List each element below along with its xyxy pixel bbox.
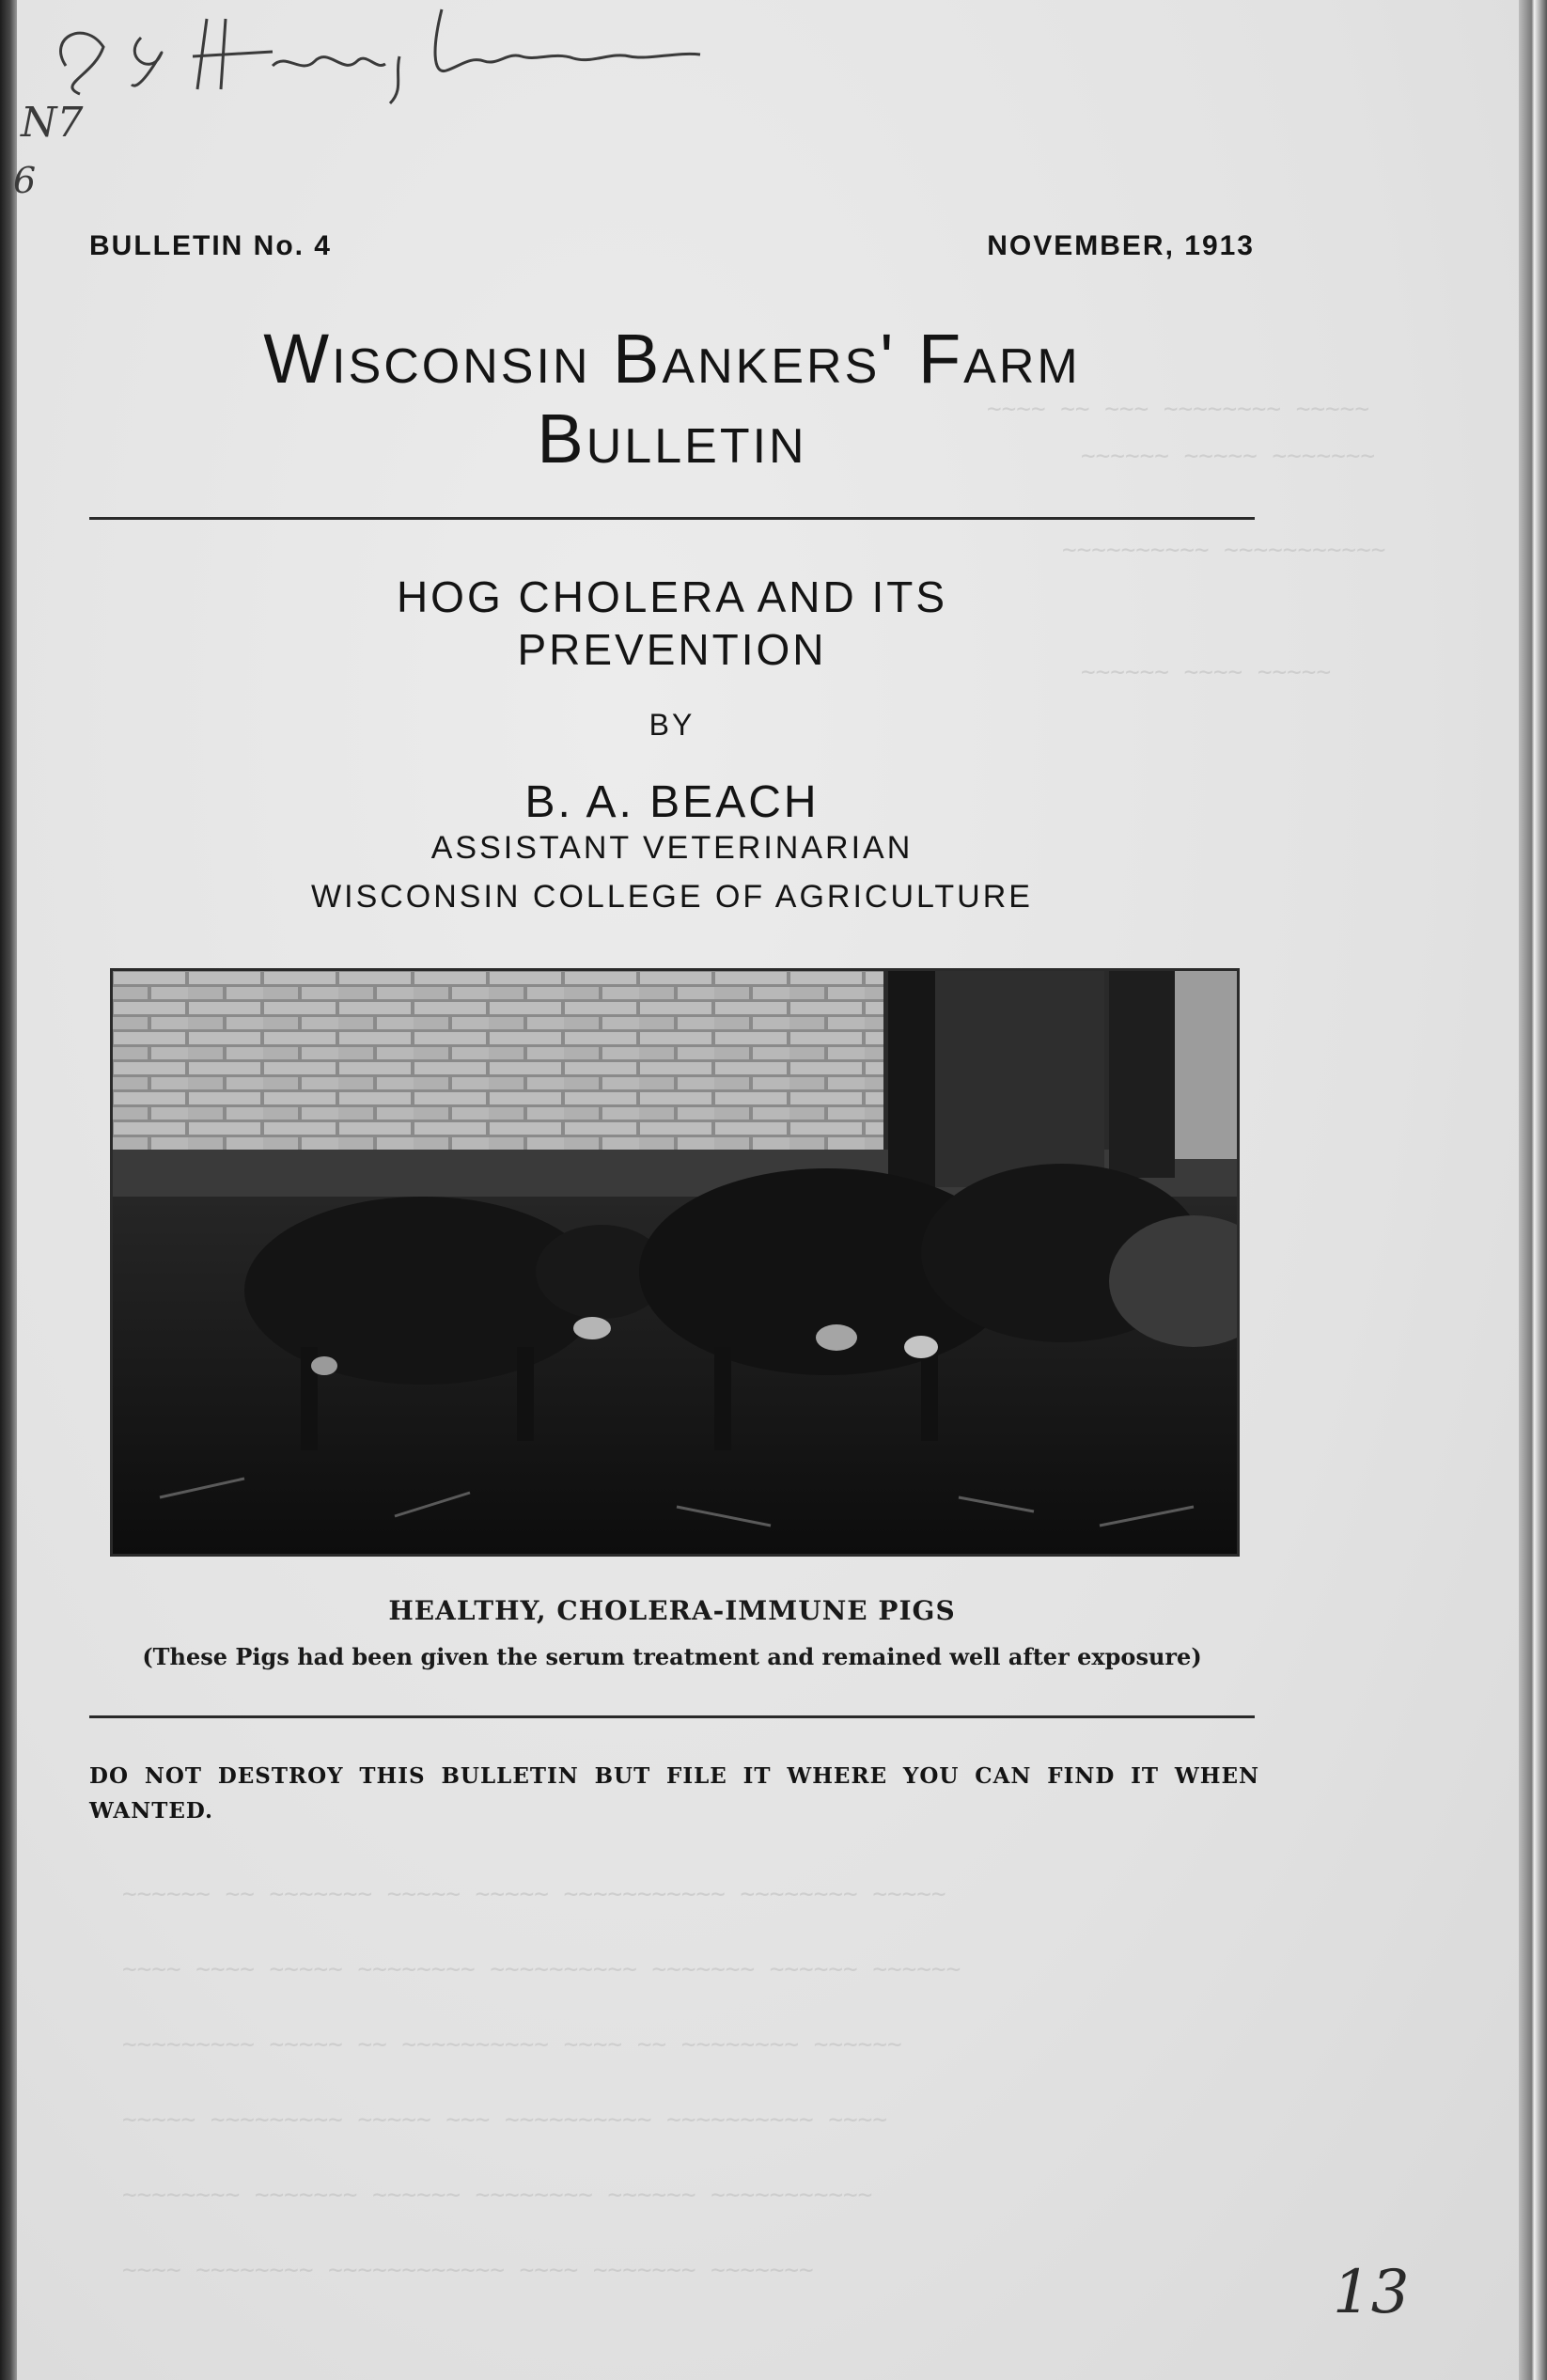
page-right-edge [1519,0,1547,2380]
main-title-line1: Wisconsin Bankers' Farm [263,320,1081,398]
photo-caption: HEALTHY, CHOLERA-IMMUNE PIGS [388,1595,956,1626]
page-number: 13 [1333,2258,1410,2327]
bleed-through-text: ~~~~~~ ~~ ~~~~~~~ ~~~~~ ~~~~~ ~~~~~~~~~~~ ~~~~~~~~ ~~~~~ [122,1880,946,1908]
divider-rule [89,1715,1255,1718]
byline-label: BY [648,708,695,742]
bleed-through-text: ~~~~ ~~~~ ~~~~~ ~~~~~~~~ ~~~~~~~~~~ ~~~~~~~ ~~~~~~ ~~~~~~ [122,1955,961,1983]
photo-illustration [113,971,1237,1554]
photo-subcaption: (These Pigs had been given the serum treatment and remained well after exposure) [142,1643,1202,1670]
subtitle-line1: HOG CHOLERA AND ITS [396,572,948,621]
photograph-pigs [110,968,1240,1557]
author-position: ASSISTANT VETERINARIAN [430,830,914,866]
bleed-through-text: ~~~~~~ ~~~~ ~~~~~ [1081,658,1332,686]
bleed-through-text: ~~~~~ ~~~~~~~~~ ~~~~~ ~~~ ~~~~~~~~~~ ~~~~~~~~~~ ~~~~ [122,2106,887,2134]
handwritten-signature [28,0,705,150]
filing-notice: DO NOT DESTROY THIS BULLETIN BUT FILE IT WHERE YOU CAN FIND IT WHEN WANTED. [89,1763,1259,1824]
bleed-through-text: ~~~~~~~~ ~~~~~~~ ~~~~~~ ~~~~~~~~ ~~~~~~ ~~~~~~~~~~~ [122,2181,873,2209]
author-name: B. A. BEACH [524,777,820,827]
bleed-through-text: ~~~~~~~~~ ~~~~~ ~~ ~~~~~~~~~~ ~~~~ ~~ ~~~~~~~~ ~~~~~~ [122,2030,902,2059]
margin-note-top: N7 [21,99,84,147]
signature-scribble [28,0,705,113]
main-title-line2: Bulletin [537,399,807,478]
bleed-through-text: ~~~~~~~~~~ ~~~~~~~~~~~ [1062,536,1386,564]
bulletin-header [89,230,1255,277]
bleed-through-text: ~~~~ ~~ ~~~ ~~~~~~~~ ~~~~~ [987,395,1369,423]
divider-rule [89,517,1255,520]
bleed-through-text: ~~~~~~ ~~~~~ ~~~~~~~ [1081,442,1376,470]
page-left-edge [0,0,17,2380]
author-institution: WISCONSIN COLLEGE OF AGRICULTURE [311,879,1033,915]
bulletin-date: NOVEMBER, 1913 [987,230,1255,261]
margin-note-bottom: 6 [13,160,37,201]
subtitle-line2: PREVENTION [517,625,827,674]
bleed-through-text: ~~~~ ~~~~~~~~ ~~~~~~~~~~~~ ~~~~ ~~~~~~~ ~~~~~~~ [122,2256,814,2284]
bulletin-number: BULLETIN No. 4 [89,230,332,261]
